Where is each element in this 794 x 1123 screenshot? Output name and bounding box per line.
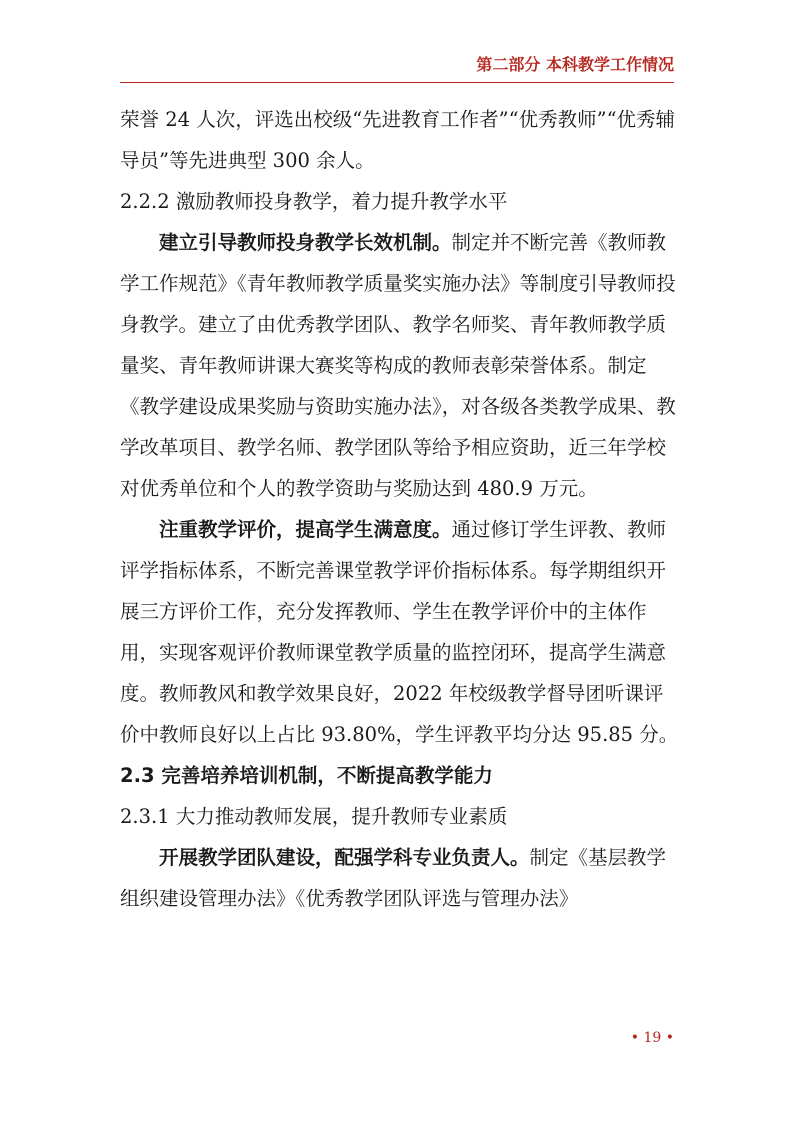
document-body	[120, 99, 680, 919]
paragraph-body-team: 制定《基层教学组织建设管理办法》《优秀教学团队评选与管理办法》	[120, 846, 667, 910]
subsection-heading-2-2-2: 2.2.2 激励教师投身教学，着力提升教学水平	[120, 190, 508, 213]
paragraph-body-evaluation: 通过修订学生评教、教师评学指标体系，不断完善课堂教学评价指标体系。每学期组织开展三方评价工作，充分发挥教师、学生在教学评价中的主体作用，实现客观评价教师课堂教学质量的监控闭环，提高学生满意度。教师教风和教学效果良好，2022 年校级教学督导团听课评价中教师良好以上占比 93.80%，学生评教平均分达 95.85 分。	[120, 518, 679, 746]
paragraph-honors: 荣誉 24 人次，评选出校级“先进教育工作者”“优秀教师”“优秀辅导员”等先进典型 300 余人。	[120, 108, 676, 172]
paragraph-lead-evaluation: 注重教学评价，提高学生满意度。	[159, 518, 452, 541]
paragraph-teaching-team	[120, 837, 680, 919]
paragraph-lead-team: 开展教学团队建设，配强学科专业负责人。	[159, 846, 530, 869]
running-header: 第二部分 本科教学工作情况	[476, 55, 674, 74]
paragraph-lead-mechanism: 建立引导教师投身教学长效机制。	[159, 231, 452, 254]
paragraph-teaching-evaluation	[120, 509, 680, 755]
header-divider	[120, 82, 674, 83]
paragraph-long-term-mechanism	[120, 222, 680, 509]
subsection-heading-2-3-1: 2.3.1 大力推动教师发展，提升教师专业素质	[120, 805, 508, 828]
section-heading-2-3: 2.3 完善培养培训机制，不断提高教学能力	[120, 764, 493, 787]
page-number: • 19 •	[630, 1030, 674, 1046]
paragraph-body-mechanism: 制定并不断完善《教师教学工作规范》《青年教师教学质量奖实施办法》等制度引导教师投身教学。建立了由优秀教学团队、教学名师奖、青年教师教学质量奖、青年教师讲课大赛奖等构成的教师表彰荣誉体系。制定《教学建设成果奖励与资助实施办法》，对各级各类教学成果、教学改革项目、教学名师、教学团队等给予相应资助，近三年学校对优秀单位和个人的教学资助与奖励达到 480.9 万元。	[120, 231, 676, 500]
